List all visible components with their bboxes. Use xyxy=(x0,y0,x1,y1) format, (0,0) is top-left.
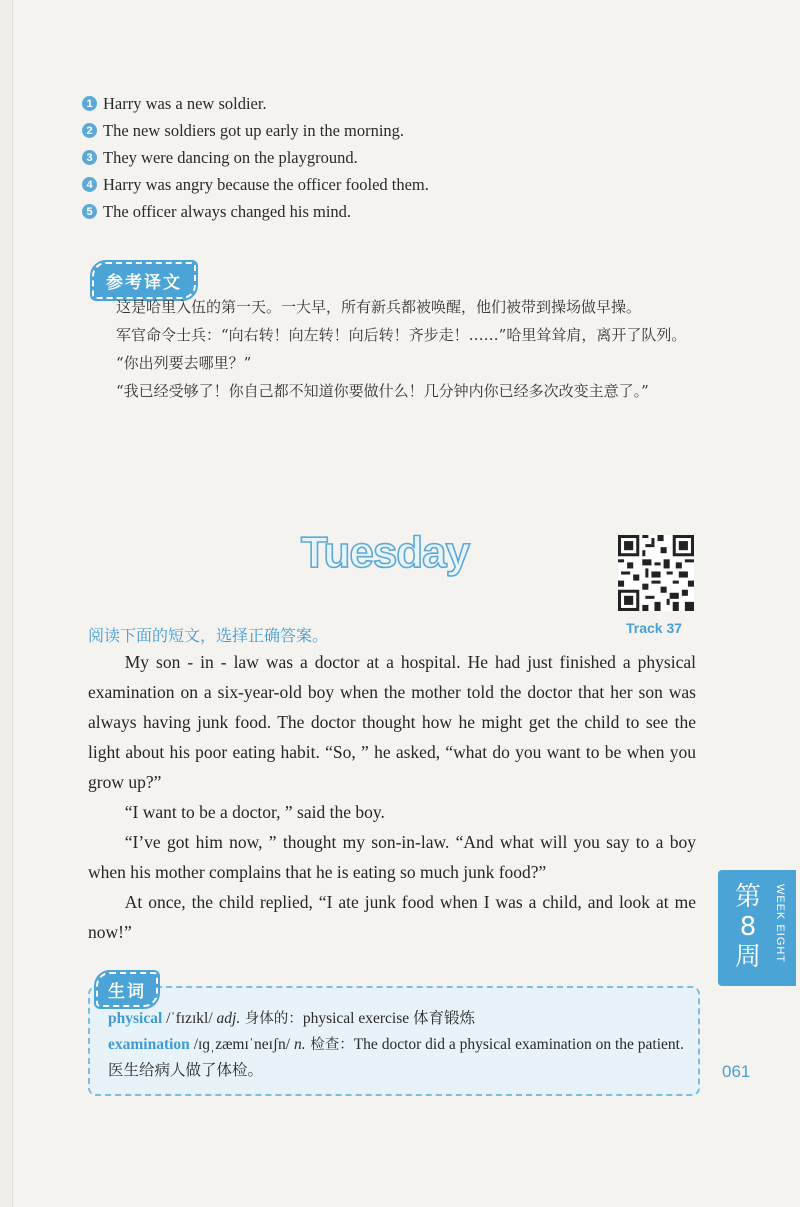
statement-number: 2 xyxy=(82,123,97,138)
statement-text: Harry was angry because the officer fooled them. xyxy=(103,174,429,194)
vocab-phonetic: /ˈfɪzɪkl/ xyxy=(162,1010,217,1027)
vocab-word: physical xyxy=(108,1010,163,1027)
qr-code-icon[interactable] xyxy=(618,535,694,611)
translation-paragraph: 军官命令士兵：“向右转！向左转！向后转！齐步走！……”哈里耸耸肩，离开了队列。 xyxy=(116,326,687,344)
translation-paragraph: “你出列要去哪里？” xyxy=(116,354,252,372)
vocab-word: examination xyxy=(108,1036,190,1053)
reading-passage xyxy=(88,647,696,947)
statement-number: 3 xyxy=(82,150,97,165)
statement-item xyxy=(82,144,429,171)
statement-text: They were dancing on the playground. xyxy=(103,147,358,167)
passage-paragraph: My son - in - law was a doctor at a hospital. He had just finished a physical examination on a six-year-old boy when the mother told the doctor that her son was always having junk food. The doctor thought how he might get the child to see the light about his poor eating habit. “So, ” he asked, “what do you want to be when you grow up?” xyxy=(88,652,696,792)
vocab-entry xyxy=(108,1006,688,1032)
statement-item xyxy=(82,90,429,117)
vocab-pos: adj. xyxy=(216,1010,241,1027)
vocab-phonetic: /ɪɡˌzæmɪˈneɪʃn/ xyxy=(189,1036,294,1053)
passage-paragraph: At once, the child replied, “I ate junk food when I was a child, and look at me now!” xyxy=(88,892,696,942)
statement-number: 4 xyxy=(82,177,97,192)
translation-paragraph: 这是哈里入伍的第一天。一大早，所有新兵都被唤醒，他们被带到操场做早操。 xyxy=(116,298,642,316)
vocab-example: The doctor did a physical examination on the patient. 医生给病人做了体检。 xyxy=(108,1036,684,1079)
statement-item xyxy=(82,171,429,198)
statement-text: The new soldiers got up early in the morning. xyxy=(103,120,405,140)
day-title: Tuesday xyxy=(300,528,470,577)
statement-list xyxy=(82,90,429,225)
passage-paragraph: “I’ve got him now, ” thought my son-in-law. “And what will you say to a boy when his mother complains that he is eating so much junk food?” xyxy=(88,832,696,882)
vocab-entry xyxy=(108,1032,688,1084)
translation-text xyxy=(86,293,694,405)
vocabulary-entries xyxy=(108,1006,688,1084)
week-number-cn xyxy=(728,882,768,972)
week-cn-char: 周 xyxy=(734,942,761,972)
vocab-example: physical exercise 体育锻炼 xyxy=(302,1010,475,1027)
statement-text: The officer always changed his mind. xyxy=(103,201,352,221)
vocab-meaning: 身体的： xyxy=(240,1011,303,1027)
vocab-meaning: 检查： xyxy=(305,1037,354,1053)
page-binding-edge xyxy=(0,0,13,1207)
translation-paragraph: “我已经受够了！你自己都不知道你要做什么！几分钟内你已经多次改变主意了。” xyxy=(116,382,649,400)
vocabulary-tag: 生词 xyxy=(96,972,158,1007)
week-cn-char: 第 xyxy=(734,882,761,912)
statement-item xyxy=(82,117,429,144)
track-label: Track 37 xyxy=(626,620,683,636)
passage-paragraph: “I want to be a doctor, ” said the boy. xyxy=(124,802,385,822)
translation-tag: 参考译文 xyxy=(92,262,196,299)
week-cn-char: 8 xyxy=(739,912,757,942)
statement-item xyxy=(82,198,429,225)
page-number: 061 xyxy=(722,1062,751,1081)
instruction-text: 阅读下面的短文，选择正确答案。 xyxy=(88,626,329,645)
statement-text: Harry was a new soldier. xyxy=(103,93,267,113)
week-side-tab xyxy=(718,870,796,986)
week-label-en: WEEK EIGHT xyxy=(774,884,786,964)
statement-number: 5 xyxy=(82,204,97,219)
vocab-pos: n. xyxy=(293,1036,306,1053)
statement-number: 1 xyxy=(82,96,97,111)
